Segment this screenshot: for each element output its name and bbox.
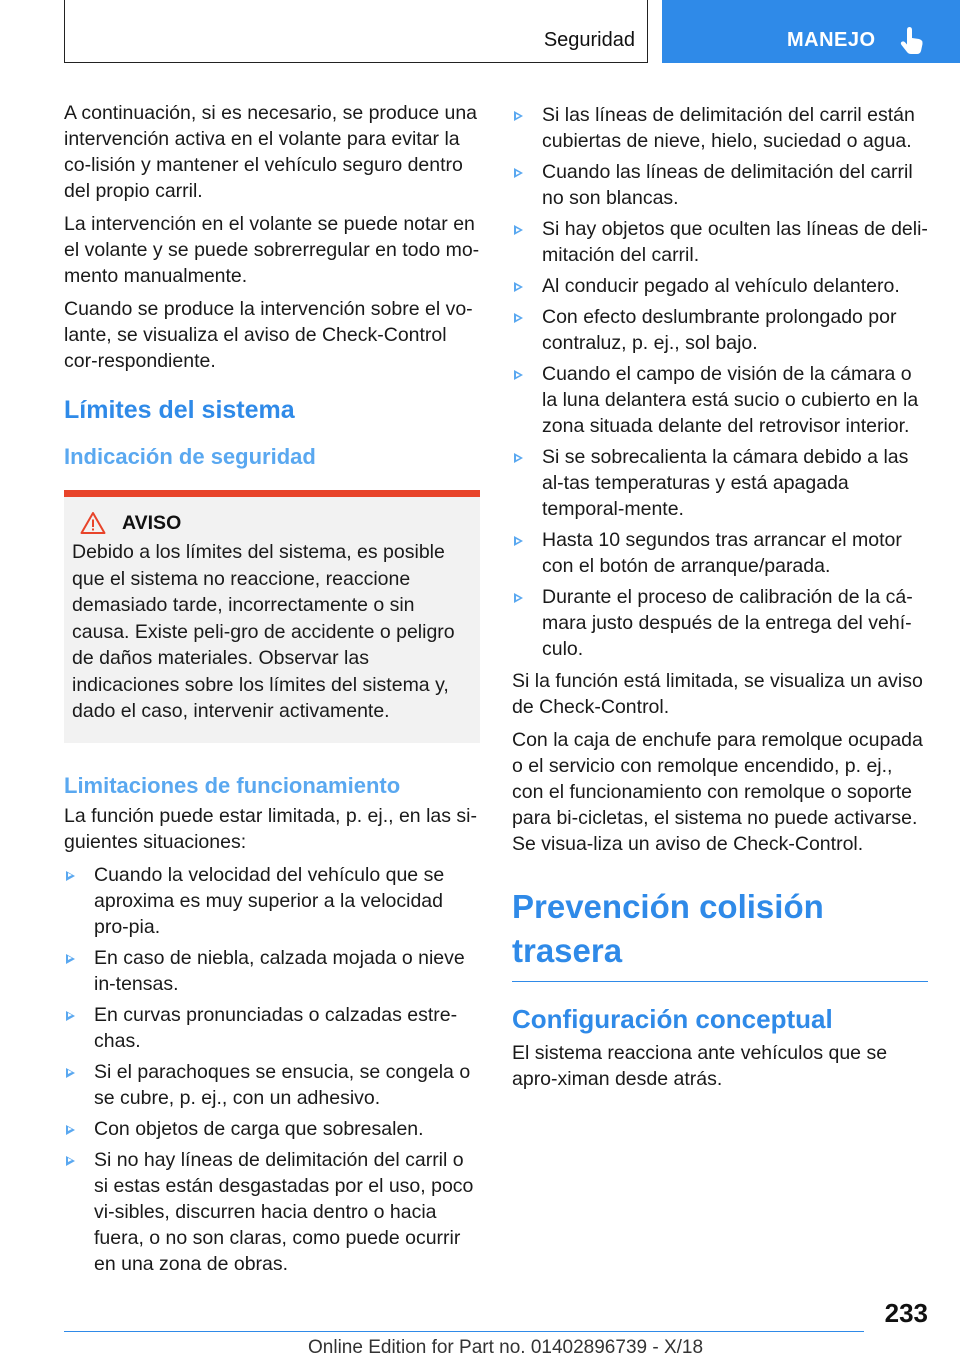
chapter-tab[interactable] [662,0,960,63]
triangle-bullet-icon [66,1011,75,1021]
chapter-tab-label: MANEJO [787,29,876,51]
triangle-bullet-icon [514,225,523,235]
triangle-bullet-icon [514,370,523,380]
trailer-paragraph: Con la caja de enchufe para remolque ocupada o el servicio con remolque encendido, p. ej., con el funcionamiento con remolque o soporte para bi-cicletas, el sistema no puede activarse. Se visua-liza un aviso de Check-Control. [512,729,923,855]
safety-heading: Indicación de seguridad [64,444,316,469]
limitations-list-continued [512,102,928,662]
list-item: Si hay objetos que oculten las líneas de deli-mitación del carril. [512,216,928,268]
hand-pointer-icon [897,26,927,56]
concept-heading: Configuración conceptual [512,1004,833,1034]
limits-heading: Límites del sistema [64,396,295,424]
list-item: Con objetos de carga que sobresalen. [64,1116,480,1142]
right-column [512,100,928,1099]
list-item: Al conducir pegado al vehículo delantero. [512,273,928,299]
triangle-bullet-icon [514,593,523,603]
triangle-bullet-icon [514,453,523,463]
warning-box [64,490,480,743]
intro-paragraph-3: Cuando se produce la intervención sobre el vo-lante, se visualiza el aviso de Check-Control cor-respondiente. [64,298,473,372]
list-item: Con efecto deslumbrante prolongado por contraluz, p. ej., sol bajo. [512,304,928,356]
function-limits-intro: La función puede estar limitada, p. ej., en las si-guientes situaciones: [64,804,477,853]
warning-text: Debido a los límites del sistema, es posible que el sistema no reaccione, reaccione demasiado tarde, incorrectamente o sin causa. Existe peli-gro de accidente o peligro de daños materiales. Observar las indicaciones sobre los límites del sistema y, dado el caso, intervenir activamente. [72,541,455,722]
intro-paragraph-2: La intervención en el volante se puede notar en el volante y se puede sobrerregular en todo mo-mento manualmente. [64,213,480,287]
header-section-box [64,0,648,63]
warning-triangle-icon [80,511,106,535]
triangle-bullet-icon [66,871,75,881]
page-number: 233 [884,1298,928,1328]
list-item: Durante el proceso de calibración de la cá-mara justo después de la entrega del vehí-culo. [512,584,928,662]
list-item: Hasta 10 segundos tras arrancar el motor con el botón de arranque/parada. [512,527,928,579]
list-item: Cuando la velocidad del vehículo que se aproxima es muy superior a la velocidad pro-pia. [64,862,480,940]
rear-collision-title: Prevención colisión trasera [512,885,928,982]
section-title: Seguridad [543,29,635,51]
list-item: Si se sobrecalienta la cámara debido a las al-tas temperaturas y está apagada temporal-mente. [512,444,928,522]
intro-paragraph-1: A continuación, si es necesario, se produce una intervención activa en el volante para evitar la co-lisión y mantener el vehículo seguro dentro del propio carril. [64,102,478,202]
list-item: Si las líneas de delimitación del carril están cubiertas de nieve, hielo, suciedad o agua. [512,102,928,154]
triangle-bullet-icon [66,1156,75,1166]
triangle-bullet-icon [514,111,523,121]
footer-edition: Online Edition for Part no. 01402896739 - X/18 [308,1337,704,1358]
list-item: Si el parachoques se ensucia, se congela o se cubre, p. ej., con un adhesivo. [64,1059,480,1111]
triangle-bullet-icon [514,536,523,546]
warning-title: AVISO [122,511,182,534]
footer-rule [64,1331,864,1332]
list-item: En caso de niebla, calzada mojada o nieve in-tensas. [64,945,480,997]
triangle-bullet-icon [514,282,523,292]
triangle-bullet-icon [514,168,523,178]
left-column [64,100,480,1283]
list-item: Si no hay líneas de delimitación del carril o si estas están desgastadas por el uso, poco vi-sibles, discurren hacia dentro o hacia fuera, o no son claras, como puede ocurrir en una zona de obras. [64,1147,480,1277]
limited-function-paragraph: Si la función está limitada, se visualiza un aviso de Check-Control. [512,670,923,718]
list-item: Cuando el campo de visión de la cámara o la luna delantera está sucio o cubierto en la zona situada delante del retrovisor interior. [512,361,928,439]
function-limits-heading: Limitaciones de funcionamiento [64,772,401,798]
triangle-bullet-icon [66,1125,75,1135]
triangle-bullet-icon [66,1068,75,1078]
warning-header [80,511,472,535]
triangle-bullet-icon [66,954,75,964]
list-item: En curvas pronunciadas o calzadas estre-chas. [64,1002,480,1054]
function-limits-list [64,862,480,1277]
concept-text: El sistema reacciona ante vehículos que se apro-ximan desde atrás. [512,1042,888,1090]
triangle-bullet-icon [514,313,523,323]
list-item: Cuando las líneas de delimitación del carril no son blancas. [512,159,928,211]
